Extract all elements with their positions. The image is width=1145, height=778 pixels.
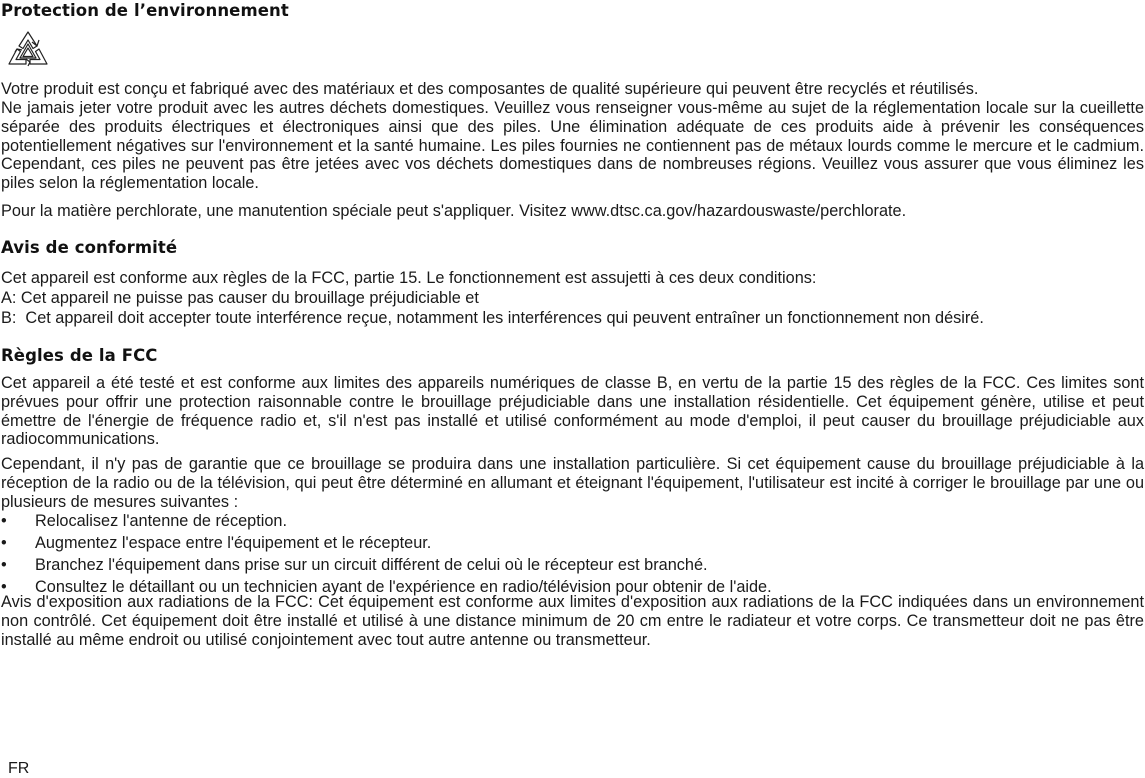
conformite-intro: Cet appareil est conforme aux règles de la FCC, partie 15. Le fonctionnement est assujetti à ces deux conditions: bbox=[1, 269, 817, 287]
list-item-text: Relocalisez l'antenne de réception. bbox=[35, 512, 288, 530]
bullet-icon: • bbox=[1, 534, 7, 552]
section-title-fcc: Règles de la FCC bbox=[1, 346, 158, 365]
bullet-icon: • bbox=[1, 512, 7, 530]
list-item-text: Augmentez l'espace entre l'équipement et le récepteur. bbox=[35, 534, 432, 552]
bullet-icon: • bbox=[1, 578, 7, 596]
conformite-condition-a: A: Cet appareil ne puisse pas causer du brouillage préjudiciable et bbox=[1, 289, 479, 307]
fcc-paragraph-1: Cet appareil a été testé et est conforme aux limites des appareils numériques de classe B, en vertu de la partie 15 des règles de la FCC. Ces limites sont prévues pour offrir une protection raisonnable contre le brouillage préjudiciable dans une installation résidentielle. Cet équipement génère, utilise et peut émettre de l'énergie de fréquence radio et, s'il n'est pas installé et utilisé conformément au mode d'emploi, il peut causer du brouillage préjudiciable aux radiocommunications. bbox=[1, 374, 1144, 449]
fcc-paragraph-2: Cependant, il n'y pas de garantie que ce brouillage se produira dans une installation particulière. Si cet équipement cause du brouillage préjudiciable à la réception de la radio ou de la télévision, qui peut être déterminé en allumant et éteignant l'équipement, l'utilisateur est incité à corriger le brouillage par une ou plusieurs de mesures suivantes : bbox=[1, 455, 1144, 511]
env-line-2: Pour la matière perchlorate, une manutention spéciale peut s'appliquer. Visitez www.dtsc.ca.gov/hazardouswaste/perchlorate. bbox=[1, 202, 907, 220]
page-language-label: FR bbox=[8, 760, 30, 777]
section-title-conformite: Avis de conformité bbox=[1, 238, 178, 257]
list-item bbox=[1, 512, 1144, 534]
conformite-condition-b: B: Cet appareil doit accepter toute interférence reçue, notamment les interférences qui peuvent entraîner un fonctionnement non désiré. bbox=[1, 309, 984, 327]
bullet-icon: • bbox=[1, 556, 7, 574]
list-item bbox=[1, 534, 1144, 556]
list-item-text: Consultez le détaillant ou un technicien ayant de l'expérience en radio/télévision pour obtenir de l'aide. bbox=[35, 578, 772, 596]
fcc-paragraph-3: Avis d'exposition aux radiations de la FCC: Cet équipement est conforme aux limites d'exposition aux radiations de la FCC indiquées dans un environnement non contrôlé. Cet équipement doit être installé et utilisé à une distance minimum de 20 cm entre le radiateur et votre corps. Ce transmetteur doit ne pas être installé au même endroit ou utilisé conjointement avec tout autre antenne ou transmetteur. bbox=[1, 593, 1144, 649]
list-item bbox=[1, 556, 1144, 578]
list-item-text: Branchez l'équipement dans prise sur un circuit différent de celui où le récepteur est branché. bbox=[35, 556, 708, 574]
env-paragraph: Ne jamais jeter votre produit avec les autres déchets domestiques. Veuillez vous renseigner vous-même au sujet de la réglementation locale sur la cueillette séparée des produits électriques et électroniques ainsi que des piles. Une élimination adéquate de ces produits aide à prévenir les conséquences potentiellement négatives sur l'environnement et la santé humaine. Les piles fournies ne contiennent pas de métaux lourds comme le mercure et le cadmium. Cependant, ces piles ne peuvent pas être jetées avec vos déchets domestiques dans de nombreuses régions. Veuillez vous assurer que vous éliminez les piles selon la réglementation locale. bbox=[1, 99, 1144, 193]
section-title-environment: Protection de l’environnement bbox=[1, 1, 289, 20]
env-line-1: Votre produit est conçu et fabriqué avec des matériaux et des composantes de qualité supérieure qui peuvent être recyclés et réutilisés. bbox=[1, 80, 979, 98]
fcc-bullet-list bbox=[1, 512, 1144, 599]
recycle-icon bbox=[6, 28, 50, 72]
